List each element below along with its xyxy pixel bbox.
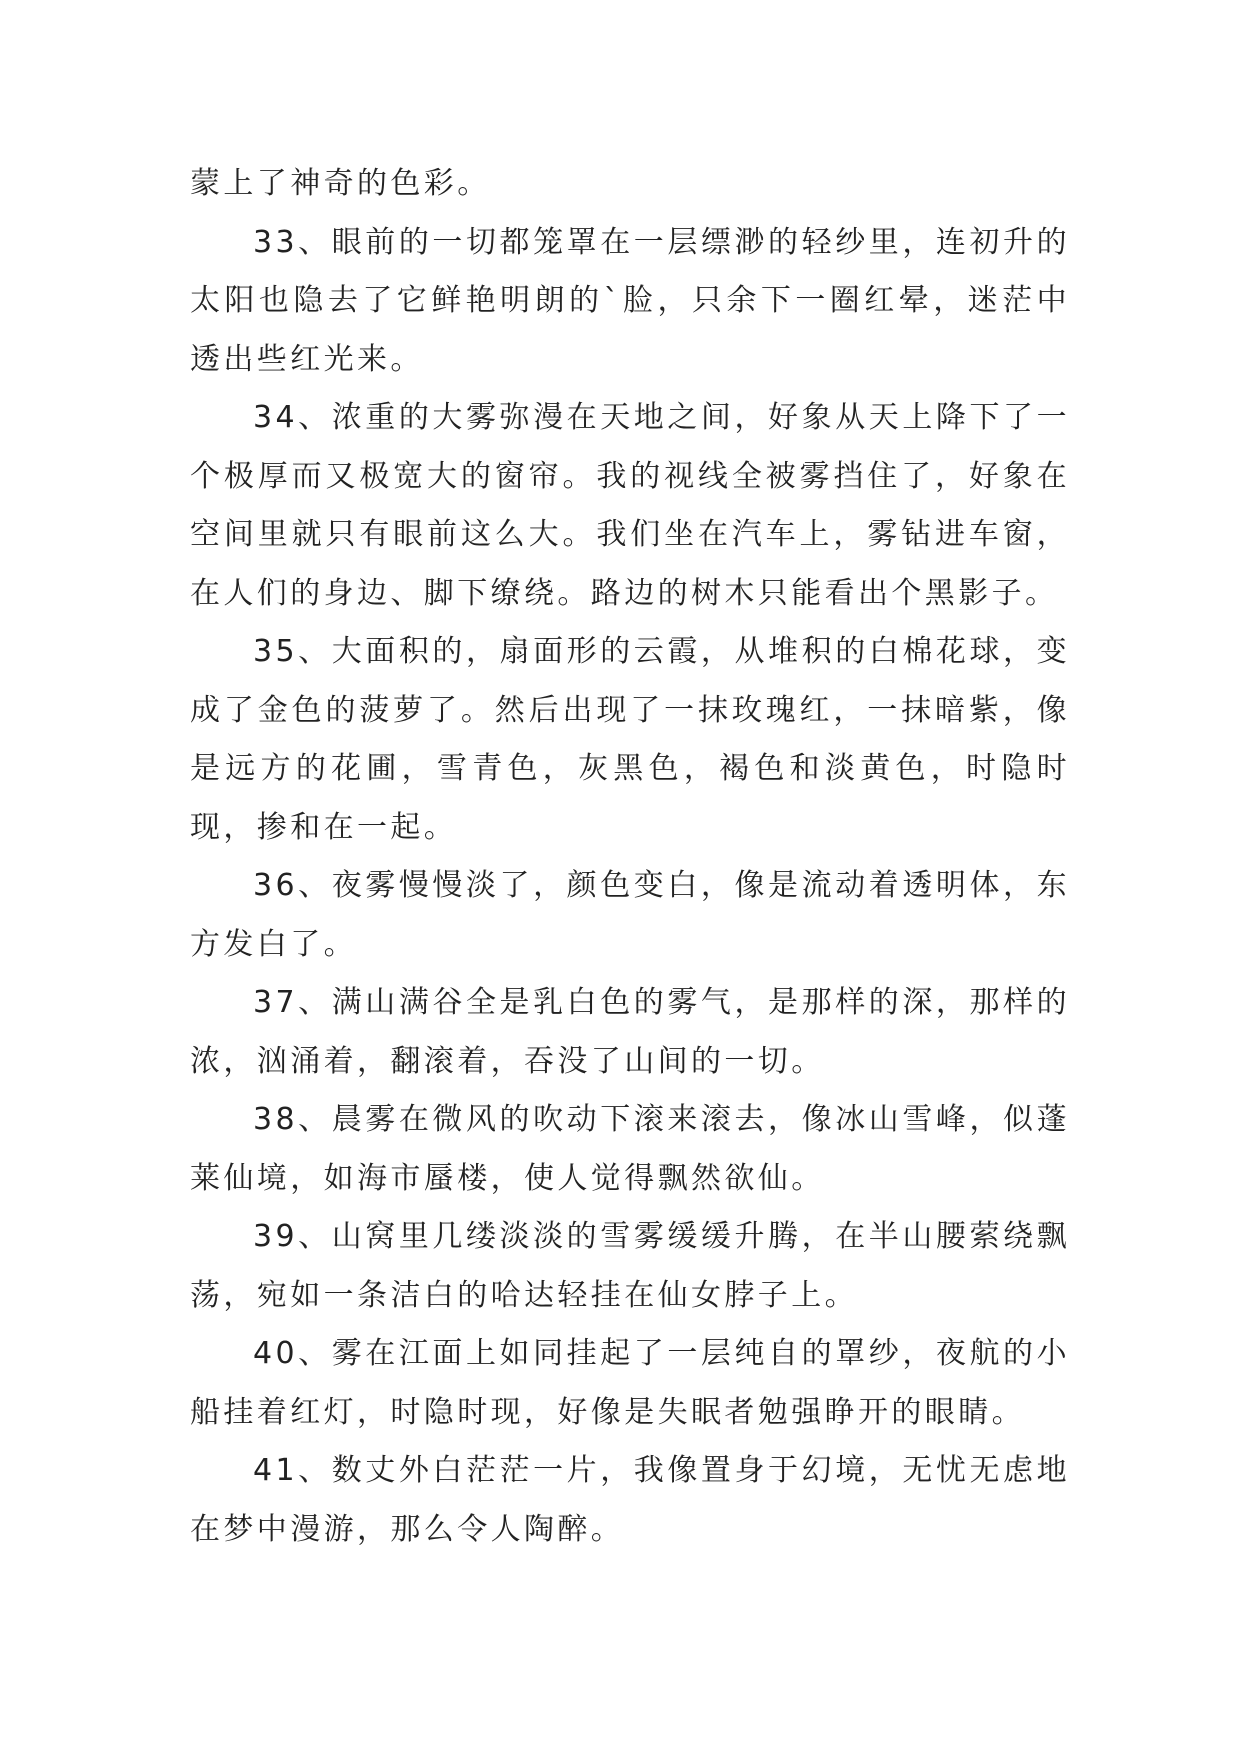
paragraph-41: 41、数丈外白茫茫一片，我像置身于幻境，无忧无虑地在梦中漫游，那么令人陶醉。 <box>190 1453 1070 1547</box>
paragraph-40: 40、雾在江面上如同挂起了一层纯自的罩纱，夜航的小船挂着红灯，时隐时现，好像是失眠者勉强睁开的眼睛。 <box>190 1336 1070 1430</box>
paragraph-35: 35、大面积的，扇面形的云霞，从堆积的白棉花球，变成了金色的菠萝了。然后出现了一抹玫瑰红，一抹暗紫，像是远方的花圃，雪青色，灰黑色，褐色和淡黄色，时隐时现，掺和在一起。 <box>190 634 1070 845</box>
paragraph-36: 36、夜雾慢慢淡了，颜色变白，像是流动着透明体，东方发白了。 <box>190 868 1070 962</box>
document-body <box>190 155 1070 1559</box>
paragraph-39: 39、山窝里几缕淡淡的雪雾缓缓升腾，在半山腰萦绕飘荡，宛如一条洁白的哈达轻挂在仙女脖子上。 <box>190 1219 1070 1313</box>
paragraph-33: 33、眼前的一切都笼罩在一层缥渺的轻纱里，连初升的太阳也隐去了它鲜艳明朗的`脸，只余下一圈红晕，迷茫中透出些红光来。 <box>190 224 1070 377</box>
paragraph-34: 34、浓重的大雾弥漫在天地之间，好象从天上降下了一个极厚而又极宽大的窗帘。我的视线全被雾挡住了，好象在空间里就只有眼前这么大。我们坐在汽车上，雾钻进车窗，在人们的身边、脚下缭绕。路边的树木只能看出个黑影子。 <box>190 400 1070 611</box>
paragraph-38: 38、晨雾在微风的吹动下滚来滚去，像冰山雪峰，似蓬莱仙境，如海市蜃楼，使人觉得飘然欲仙。 <box>190 1102 1070 1196</box>
paragraph-37: 37、满山满谷全是乳白色的雾气，是那样的深，那样的浓，汹涌着，翻滚着，吞没了山间的一切。 <box>190 985 1070 1079</box>
paragraph-continuation: 蒙上了神奇的色彩。 <box>190 166 491 201</box>
